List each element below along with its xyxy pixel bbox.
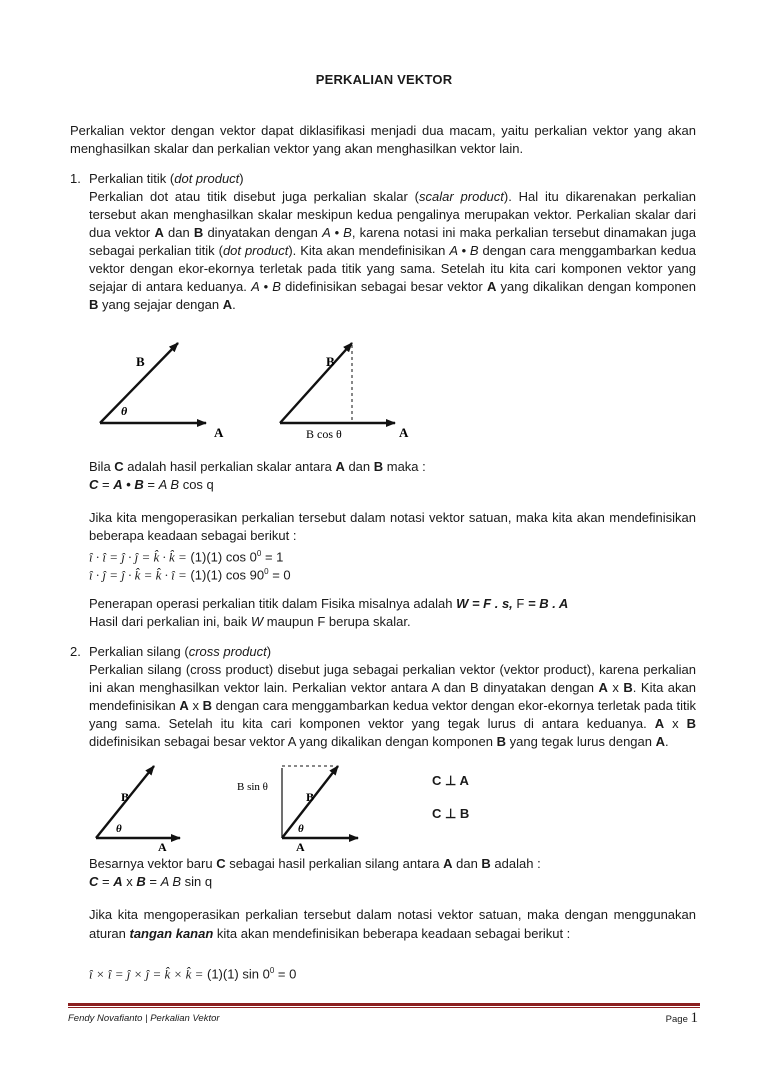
label-a: A xyxy=(399,425,409,440)
page-title: PERKALIAN VEKTOR xyxy=(315,72,453,87)
cross-product-figure-perpendicular xyxy=(230,758,380,853)
footer-author: Fendy Novafianto | Perkalian Vektor xyxy=(68,1013,220,1024)
dot-product-figure-angle xyxy=(88,335,248,445)
besarnya-line: Besarnya vektor baru C sebagai hasil perkalian silang antara A dan B adalah : xyxy=(89,856,541,871)
unit-vector-dot-1: î · î = ĵ · ĵ = k̂ · k̂ = (1)(1) $\cos 0^0 = 1$ xyxy=(89,549,284,565)
page-number: 1 xyxy=(690,1010,698,1026)
dot-formula: C = A • B = A B cos q xyxy=(89,477,214,492)
cross-formula: C = A x B = A B sin q xyxy=(89,874,213,889)
label-theta: θ xyxy=(298,823,304,835)
label-b: B xyxy=(121,790,130,804)
label-theta: θ xyxy=(116,823,122,835)
section2-heading: Perkalian silang (cross product) xyxy=(89,644,272,659)
intro-paragraph: Perkalian vektor dengan vektor dapat diklasifikasi menjadi dua macam, yaitu perkalian vektor yang akan menghasilkan skalar dan perkalian vektor yang akan menghasilkan vektor lain. xyxy=(70,123,696,156)
dot-product-figure-projection xyxy=(270,335,430,445)
unit-vector-cross-1: î × î = ĵ × ĵ = k̂ × k̂ = (1)(1) $\sin 0^0 = 0$ xyxy=(89,966,297,982)
section2-paragraph: Perkalian silang (cross product) disebut juga sebagai perkalian vektor (vektor product), karena perkalian ini akan menghasilkan vektor lain. Perkalian vektor antara A dan B dinyatakan dengan A x B. Kita akan mendefinisikan A x B dengan cara menggambarkan kedua vektor dengan ekor-ekornya terletak pada titik yang sama. Setelah itu kita cari komponen vektor yang tegak lurus di antara keduanya. A x B didefinisikan sebagai besar vektor A yang dikalikan dengan komponen B yang tegak lurus dengan A. xyxy=(89,662,697,749)
label-bsin: B sin θ xyxy=(237,781,268,793)
label-b: B xyxy=(306,790,315,804)
label-b: B xyxy=(326,354,335,369)
section1-heading: Perkalian titik (dot product) xyxy=(89,171,244,186)
perpendicular-c-a: C ⊥ A xyxy=(432,773,469,788)
jika-paragraph-2: Jika kita mengoperasikan perkalian tersebut dalam notasi vektor satuan, maka dengan menggunakan aturan tangan kanan kita akan mendefinisikan beberapa keadaan sebagai berikut : xyxy=(89,907,696,941)
cross-product-figure-angle xyxy=(88,758,198,853)
perpendicular-c-b: C ⊥ B xyxy=(432,806,470,821)
label-a: A xyxy=(214,425,224,440)
footer-rule-thin xyxy=(68,1007,700,1008)
section1-number: 1. xyxy=(70,171,81,186)
section1-paragraph: Perkalian dot atau titik disebut juga perkalian skalar (scalar product). Hal itu dikarenakan perkalian tersebut akan menghasilkan skalar meskipun kedua pengalinya merupakan vektor. Perkalian skalar dari dua vektor A dan B dinyatakan dengan A • B, karena notasi ini maka perkalian tersebut dinamakan juga sebagai perkalian titik (dot product). Kita akan mendefinisikan A • B dengan cara menggambarkan kedua vektor dengan ekor-ekornya terletak pada titik yang sama. Setelah itu kita cari komponen vektor yang sejajar di antara keduanya. A • B didefinisikan sebagai besar vektor A yang dikalikan dengan komponen B yang sejajar dengan A. xyxy=(89,189,697,312)
section2-number: 2. xyxy=(70,644,81,659)
footer-page: Page 1 xyxy=(665,1010,698,1026)
hasil-line: Hasil dari perkalian ini, baik W maupun F berupa skalar. xyxy=(89,614,411,629)
label-theta: θ xyxy=(121,404,128,418)
unit-vector-dot-2: î · ĵ = ĵ · k̂ = k̂ · î = (1)(1) $\cos 90^0 = 0$ xyxy=(89,567,291,583)
label-a: A xyxy=(158,840,167,853)
vector-b-arrow xyxy=(280,343,352,423)
label-bcos: B cos θ xyxy=(306,427,342,441)
footer-rule xyxy=(68,1003,700,1006)
label-b: B xyxy=(136,354,145,369)
penerapan-line: Penerapan operasi perkalian titik dalam Fisika misalnya adalah W = F . s, F = B . A xyxy=(89,596,569,611)
bila-line: Bila C adalah hasil perkalian skalar antara A dan B maka : xyxy=(89,459,426,474)
jika-paragraph-1: Jika kita mengoperasikan perkalian tersebut dalam notasi vektor satuan, maka kita akan mendefinisikan beberapa keadaan sebagai berikut : xyxy=(89,510,696,543)
label-a: A xyxy=(296,840,305,853)
